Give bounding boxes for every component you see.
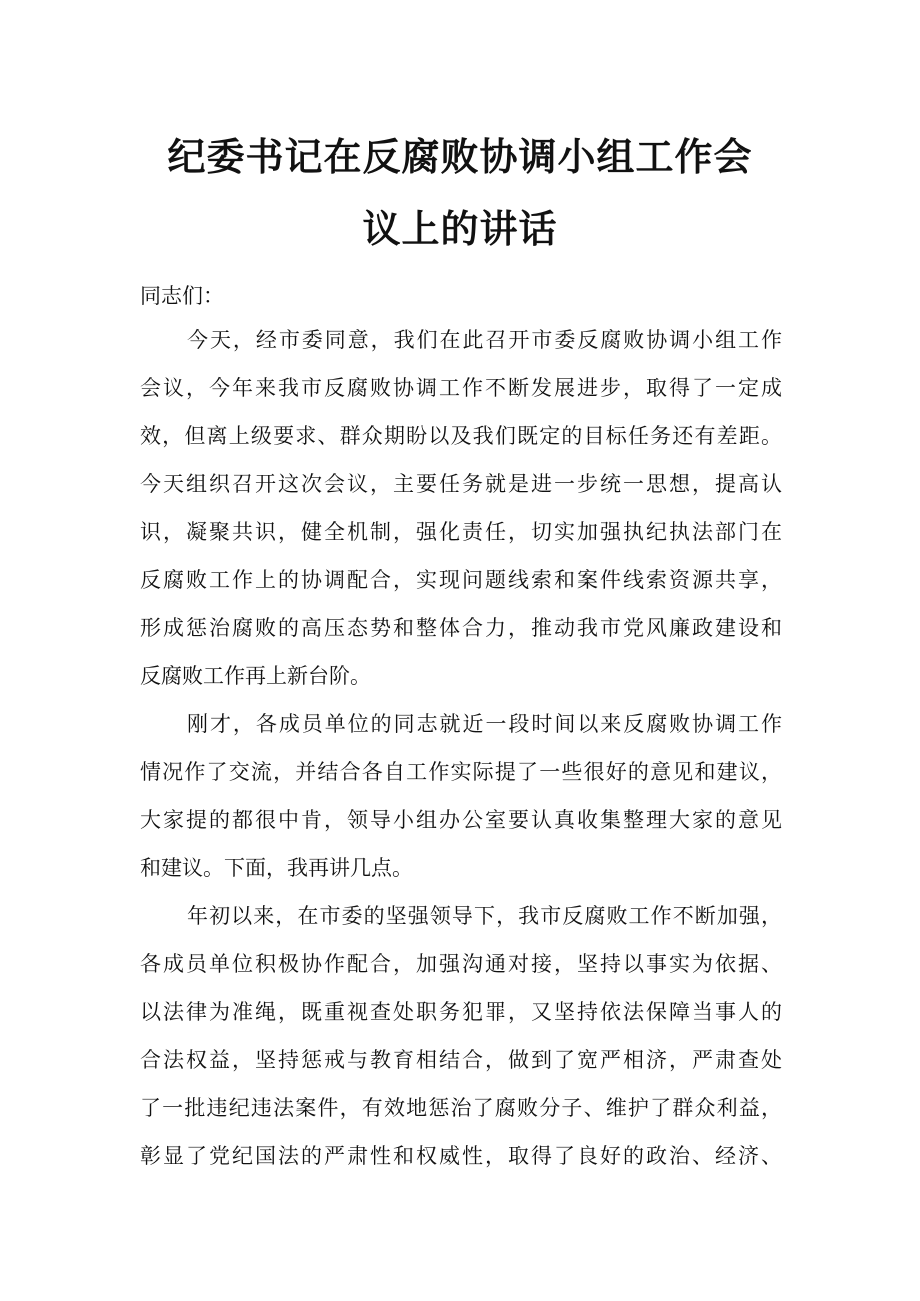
paragraph-3-line-2: 各成员单位积极协作配合，加强沟通对接，坚持以事实为依据、 bbox=[140, 952, 782, 976]
paragraph-3-line-5: 了一批违纪违法案件，有效地惩治了腐败分子、维护了群众利益， bbox=[140, 1096, 782, 1120]
paragraph-3-line-6: 彰显了党纪国法的严肃性和权威性，取得了良好的政治、经济、 bbox=[140, 1144, 782, 1168]
paragraph-2-line-1: 刚才，各成员单位的同志就近一段时间以来反腐败协调工作 bbox=[187, 712, 782, 736]
paragraph-1-line-1: 今天，经市委同意，我们在此召开市委反腐败协调小组工作 bbox=[187, 328, 782, 352]
paragraph-1-line-3: 效，但离上级要求、群众期盼以及我们既定的目标任务还有差距。 bbox=[140, 424, 782, 448]
paragraph-2-line-2: 情况作了交流，并结合各自工作实际提了一些很好的意见和建议， bbox=[140, 760, 782, 784]
paragraph-1-line-4: 今天组织召开这次会议，主要任务就是进一步统一思想，提高认 bbox=[140, 472, 782, 496]
paragraph-1-line-2: 会议，今年来我市反腐败协调工作不断发展进步，取得了一定成 bbox=[140, 376, 782, 400]
paragraph-3-line-1: 年初以来，在市委的坚强领导下，我市反腐败工作不断加强， bbox=[187, 904, 782, 928]
paragraph-2-line-4: 和建议。下面，我再讲几点。 bbox=[140, 856, 413, 880]
paragraph-1-line-8: 反腐败工作再上新台阶。 bbox=[140, 664, 371, 688]
salutation: 同志们： bbox=[140, 284, 224, 308]
document-title-line-2: 议上的讲话 bbox=[362, 207, 558, 251]
paragraph-3-line-4: 合法权益，坚持惩戒与教育相结合，做到了宽严相济，严肃查处 bbox=[140, 1048, 782, 1072]
document-title-line-1: 纪委书记在反腐败协调小组工作会 bbox=[167, 135, 753, 179]
paragraph-1-line-5: 识，凝聚共识，健全机制，强化责任，切实加强执纪执法部门在 bbox=[140, 520, 782, 544]
paragraph-2-line-3: 大家提的都很中肯，领导小组办公室要认真收集整理大家的意见 bbox=[140, 808, 782, 832]
paragraph-1-line-7: 形成惩治腐败的高压态势和整体合力，推动我市党风廉政建设和 bbox=[140, 616, 782, 640]
paragraph-1-line-6: 反腐败工作上的协调配合，实现问题线索和案件线索资源共享， bbox=[140, 568, 782, 592]
paragraph-3-line-3: 以法律为准绳，既重视查处职务犯罪，又坚持依法保障当事人的 bbox=[140, 1000, 782, 1024]
